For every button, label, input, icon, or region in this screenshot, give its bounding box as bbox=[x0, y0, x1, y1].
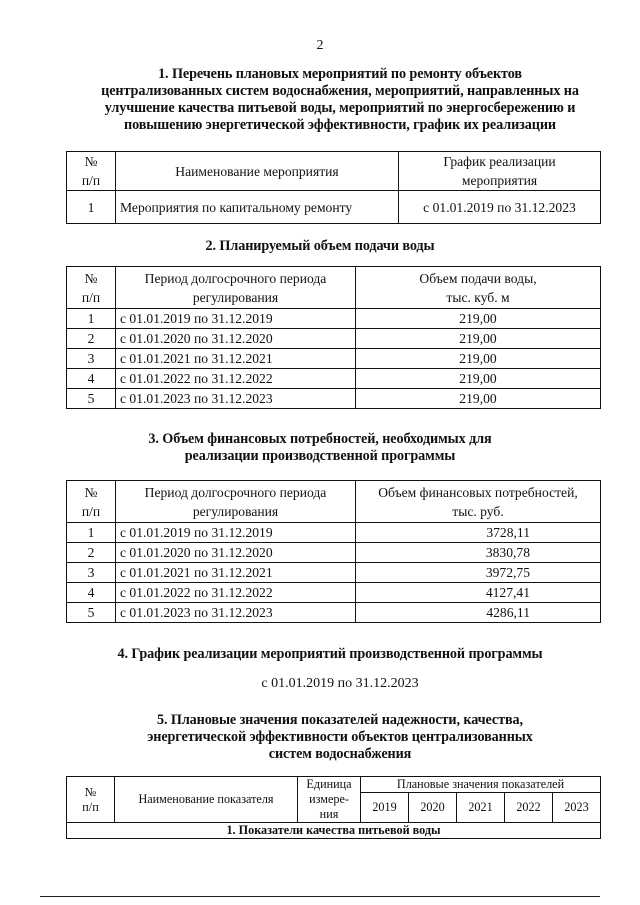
cell-num: 1 bbox=[67, 309, 116, 329]
cell-period: с 01.01.2020 по 31.12.2020 bbox=[116, 329, 356, 349]
table-row bbox=[67, 369, 601, 389]
cell-period: с 01.01.2023 по 31.12.2023 bbox=[116, 389, 356, 409]
cell-num: 2 bbox=[67, 329, 116, 349]
section3-title bbox=[40, 431, 600, 465]
page-number: 2 bbox=[316, 38, 324, 53]
table-subheader-row bbox=[67, 823, 601, 839]
table-row bbox=[67, 543, 601, 563]
header-num: № п/п bbox=[67, 267, 116, 309]
section1-title-line: повышению энергетической эффективности, график их реализации bbox=[124, 117, 556, 133]
subheader-quality: 1. Показатели качества питьевой воды bbox=[67, 823, 601, 839]
table-row bbox=[67, 191, 601, 224]
cell-value: 4286,11 bbox=[356, 603, 601, 623]
header-year: 2020 bbox=[409, 793, 457, 823]
cell-period: с 01.01.2022 по 31.12.2022 bbox=[116, 583, 356, 603]
section1-title bbox=[40, 66, 640, 134]
cell-period: с 01.01.2020 по 31.12.2020 bbox=[116, 543, 356, 563]
section4-title: 4. График реализации мероприятий производственной программы bbox=[117, 646, 543, 662]
header-year: 2022 bbox=[505, 793, 553, 823]
cell-num: 3 bbox=[67, 349, 116, 369]
section2-table bbox=[66, 266, 601, 409]
header-volume: Объем подачи воды, тыс. куб. м bbox=[356, 267, 601, 309]
cell-value: 3972,75 bbox=[356, 563, 601, 583]
cell-value: 219,00 bbox=[356, 389, 601, 409]
header-year: 2019 bbox=[361, 793, 409, 823]
header-num: № п/п bbox=[67, 777, 115, 823]
cell-value: 3830,78 bbox=[356, 543, 601, 563]
cell-num: 5 bbox=[67, 389, 116, 409]
cell-period: с 01.01.2019 по 31.12.2019 bbox=[116, 523, 356, 543]
section4-period: с 01.01.2019 по 31.12.2023 bbox=[261, 676, 419, 691]
cell-period: с 01.01.2022 по 31.12.2022 bbox=[116, 369, 356, 389]
section5-title-line: 5. Плановые значения показателей надежности, качества, bbox=[157, 712, 523, 728]
cell-value: 4127,41 bbox=[356, 583, 601, 603]
table-header-row bbox=[67, 777, 601, 793]
table-row bbox=[67, 583, 601, 603]
section3-title-line: реализации производственной программы bbox=[184, 448, 456, 464]
section5-title bbox=[40, 712, 640, 763]
table-header-row bbox=[67, 152, 601, 191]
cell-period: с 01.01.2019 по 31.12.2019 bbox=[116, 309, 356, 329]
section3-title-line: 3. Объем финансовых потребностей, необходимых для bbox=[148, 431, 492, 447]
cell-schedule: с 01.01.2019 по 31.12.2023 bbox=[399, 191, 601, 224]
table-row bbox=[67, 309, 601, 329]
header-period: Период долгосрочного периода регулирования bbox=[116, 267, 356, 309]
cell-period: с 01.01.2021 по 31.12.2021 bbox=[116, 563, 356, 583]
cell-num: 1 bbox=[67, 191, 116, 224]
cell-period: с 01.01.2023 по 31.12.2023 bbox=[116, 603, 356, 623]
header-planned-values: Плановые значения показателей bbox=[361, 777, 601, 793]
cell-value: 219,00 bbox=[356, 349, 601, 369]
header-schedule: График реализации мероприятия bbox=[399, 152, 601, 191]
section3-table bbox=[66, 480, 601, 623]
header-year: 2023 bbox=[553, 793, 601, 823]
header-indicator-name: Наименование показателя bbox=[115, 777, 298, 823]
table-header-row bbox=[67, 267, 601, 309]
table-row bbox=[67, 603, 601, 623]
header-financial: Объем финансовых потребностей, тыс. руб. bbox=[356, 481, 601, 523]
table-row bbox=[67, 329, 601, 349]
table-row bbox=[67, 563, 601, 583]
section1-title-line: централизованных систем водоснабжения, мероприятий, направленных на bbox=[101, 83, 579, 99]
cell-period: с 01.01.2021 по 31.12.2021 bbox=[116, 349, 356, 369]
section1-title-line: 1. Перечень плановых мероприятий по ремонту объектов bbox=[158, 66, 522, 82]
table-row bbox=[67, 349, 601, 369]
cell-name: Мероприятия по капитальному ремонту bbox=[116, 191, 399, 224]
section2-title: 2. Планируемый объем подачи воды bbox=[205, 238, 435, 254]
header-num: № п/п bbox=[67, 152, 116, 191]
table-header-row bbox=[67, 481, 601, 523]
section5-title-line: энергетической эффективности объектов централизованных bbox=[147, 729, 533, 745]
cell-num: 4 bbox=[67, 369, 116, 389]
header-year: 2021 bbox=[457, 793, 505, 823]
table-row bbox=[67, 389, 601, 409]
section5-table bbox=[66, 776, 601, 839]
header-unit: Единица измере- ния bbox=[298, 777, 361, 823]
cell-num: 3 bbox=[67, 563, 116, 583]
cell-value: 219,00 bbox=[356, 369, 601, 389]
header-period: Период долгосрочного периода регулирования bbox=[116, 481, 356, 523]
page-bottom-divider bbox=[40, 896, 600, 897]
cell-value: 3728,11 bbox=[356, 523, 601, 543]
cell-num: 4 bbox=[67, 583, 116, 603]
section1-title-line: улучшение качества питьевой воды, мероприятий по энергосбережению и bbox=[104, 100, 576, 116]
table-row bbox=[67, 523, 601, 543]
header-num: № п/п bbox=[67, 481, 116, 523]
cell-num: 1 bbox=[67, 523, 116, 543]
cell-value: 219,00 bbox=[356, 309, 601, 329]
section1-table bbox=[66, 151, 601, 224]
cell-value: 219,00 bbox=[356, 329, 601, 349]
cell-num: 5 bbox=[67, 603, 116, 623]
header-name: Наименование мероприятия bbox=[116, 152, 399, 191]
cell-num: 2 bbox=[67, 543, 116, 563]
section5-title-line: систем водоснабжения bbox=[268, 746, 412, 762]
